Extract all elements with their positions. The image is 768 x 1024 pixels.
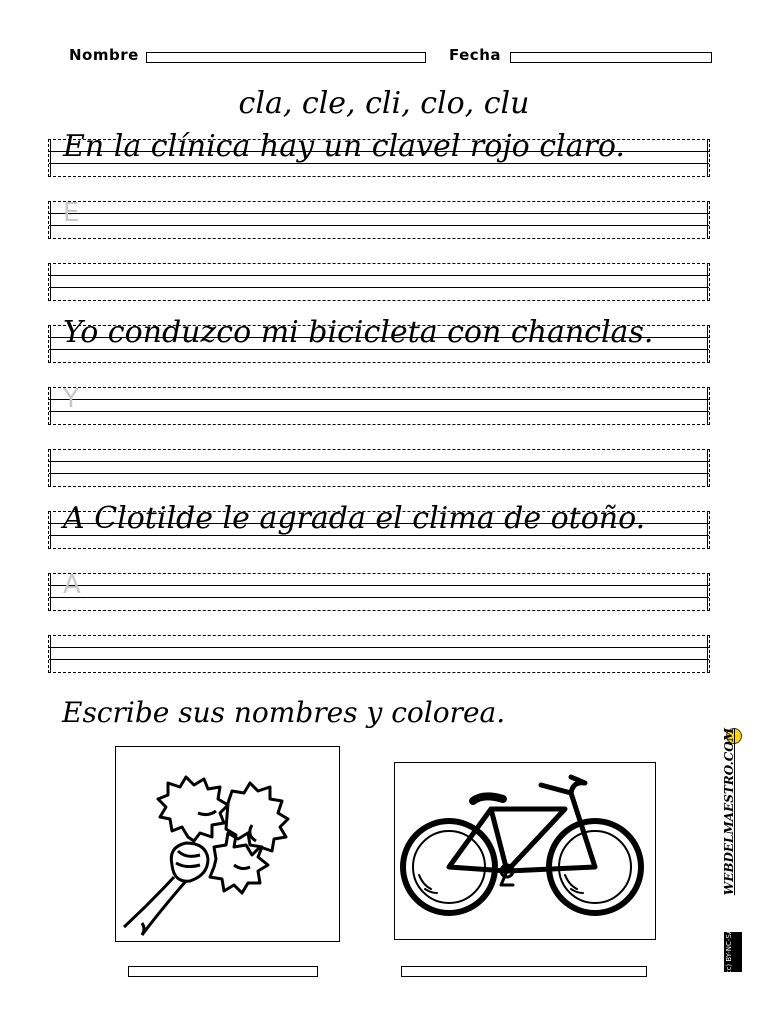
model-sentence-box-1 xyxy=(48,129,710,177)
trace-letter-3: A xyxy=(63,570,81,600)
date-label: Fecha xyxy=(449,46,502,64)
model-sentence-2: Yo conduzco mi bicicleta con chanclas. xyxy=(63,315,654,350)
license-text: (cc) BY-NC-SA xyxy=(725,929,733,977)
trace-line-2[interactable] xyxy=(48,384,710,425)
picture-name-field-2[interactable] xyxy=(401,966,647,977)
picture-box-bicycle xyxy=(394,762,656,940)
website-credit: WEBDELMAESTRO.COM xyxy=(722,728,736,896)
name-label: Nombre xyxy=(69,46,139,64)
picture-box-carnation xyxy=(115,746,340,942)
instruction-text: Escribe sus nombres y colorea. xyxy=(62,696,506,729)
trace-line-3[interactable] xyxy=(48,570,710,611)
date-field[interactable] xyxy=(510,52,712,63)
trace-line-1[interactable] xyxy=(48,198,710,239)
picture-name-field-1[interactable] xyxy=(128,966,318,977)
writing-line-1[interactable] xyxy=(48,263,710,301)
model-sentence-1: En la clínica hay un clavel rojo claro. xyxy=(63,129,625,164)
trace-letter-1: E xyxy=(63,198,80,228)
trace-letter-2: Y xyxy=(63,384,79,414)
writing-line-3[interactable] xyxy=(48,635,710,673)
name-field[interactable] xyxy=(146,52,426,63)
side-credit xyxy=(722,728,744,977)
bicycle-icon xyxy=(395,763,655,939)
model-sentence-3: A Clotilde le agrada el clima de otoño. xyxy=(63,501,646,536)
model-sentence-box-2 xyxy=(48,315,710,363)
model-sentence-box-3 xyxy=(48,501,710,549)
license-badge xyxy=(724,929,742,977)
writing-line-2[interactable] xyxy=(48,449,710,487)
carnation-flower-icon xyxy=(116,747,339,941)
syllables-title: cla, cle, cli, clo, clu xyxy=(238,86,530,121)
